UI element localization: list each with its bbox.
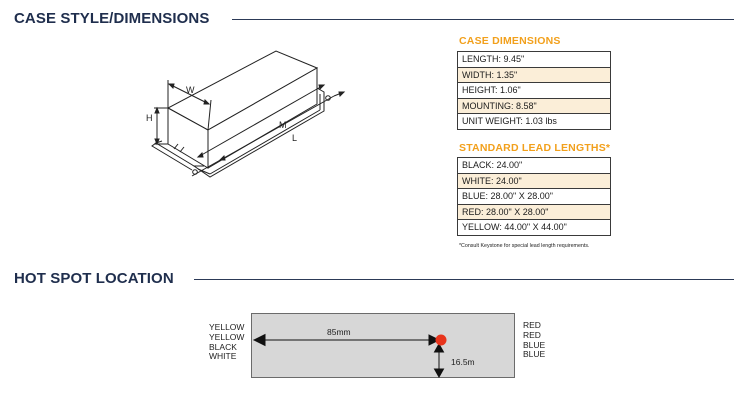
vertical-distance-label: 16.5m (451, 357, 475, 367)
left-arrowhead (254, 335, 265, 346)
case-isometric-drawing (138, 48, 368, 188)
blue-lead-cell: BLUE: 28.00" X 28.00" (458, 189, 611, 205)
hot-spot-title: HOT SPOT LOCATION (14, 270, 174, 287)
table-row (458, 189, 611, 205)
width-label: W (186, 85, 195, 95)
right-wire-labels (523, 321, 545, 360)
length-cell: LENGTH: 9.45" (458, 52, 611, 68)
wire-label: RED (523, 329, 541, 340)
mounting-cell: MOUNTING: 8.58" (458, 98, 611, 114)
wire-label: BLUE (523, 339, 546, 350)
wire-label: BLUE (523, 349, 546, 360)
case-dimensions-table (457, 51, 611, 130)
left-wire-labels (209, 323, 244, 362)
hot-spot-title-rule (194, 279, 734, 280)
wire-label: WHITE (209, 351, 237, 362)
table-row (458, 67, 611, 83)
unit-weight-cell: UNIT WEIGHT: 1.03 lbs (458, 114, 611, 130)
table-row (458, 98, 611, 114)
table-row (458, 173, 611, 189)
lead-lengths-table (457, 157, 611, 236)
hot-spot-marker (436, 335, 447, 346)
mounting-label: M (279, 120, 287, 130)
table-row (458, 158, 611, 174)
length-label: L (292, 133, 298, 143)
black-lead-cell: BLACK: 24.00" (458, 158, 611, 174)
wire-label: YELLOW (209, 322, 245, 332)
height-label: H (146, 113, 153, 123)
table-row (458, 52, 611, 68)
wire-label: RED (523, 320, 541, 330)
table-row (458, 83, 611, 99)
red-lead-cell: RED: 28.00" X 28.00" (458, 204, 611, 220)
down-arrowhead (435, 369, 444, 377)
lead-lengths-footnote: *Consult Keystone for special lead length requirements. (459, 243, 590, 249)
yellow-lead-cell: YELLOW: 44.00" X 44.00" (458, 220, 611, 236)
height-cell: HEIGHT: 1.06" (458, 83, 611, 99)
width-cell: WIDTH: 1.35" (458, 67, 611, 83)
case-style-title: CASE STYLE/DIMENSIONS (14, 10, 210, 27)
lead-lengths-heading: STANDARD LEAD LENGTHS* (459, 142, 611, 154)
case-title-rule (232, 19, 734, 20)
wire-label: YELLOW (209, 331, 245, 342)
table-row (458, 114, 611, 130)
case-dimensions-heading: CASE DIMENSIONS (459, 35, 561, 47)
white-lead-cell: WHITE: 24.00" (458, 173, 611, 189)
table-row (458, 220, 611, 236)
table-row (458, 204, 611, 220)
wire-label: BLACK (209, 341, 237, 352)
horizontal-distance-label: 85mm (327, 327, 351, 337)
hot-spot-diagram (251, 313, 515, 378)
